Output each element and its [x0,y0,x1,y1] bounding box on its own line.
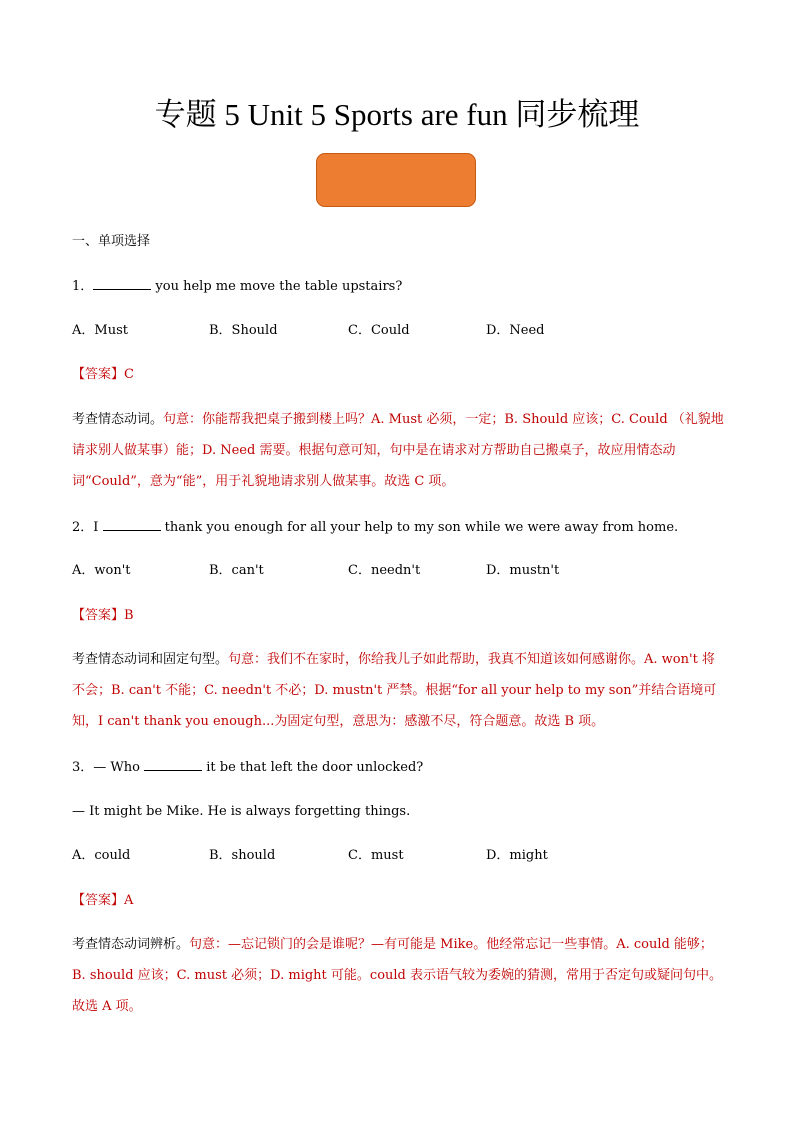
answer-blank [144,757,202,771]
question-2-text: thank you enough for all your help to my son while we were away from home. [160,520,679,535]
section-heading: 一、单项选择 [72,234,151,249]
question-2-option-a: A．won't [72,563,131,578]
question-1-answer [72,365,134,385]
explanation-lead: 考查情态动词辨析。 [72,937,190,952]
question-3-stem [72,757,423,778]
explanation-lead: 考查情态动词。 [72,412,164,427]
page-title: 专题 5 Unit 5 Sports are fun 同步梳理 [154,97,640,132]
explanation-lead: 考查情态动词和固定句型。 [72,652,229,667]
explanation-body: 句意：—忘记锁门的会是谁呢？—有可能是 Mike。他经常忘记一些事情。A. could 能够；B. should 应该；C. must 必须；D. might 可能。could 表示语气较为委婉的猜测，常用于否定句或疑问句中。故选 A 项。 [72,937,723,1014]
answer-value: A [124,893,134,908]
answer-value: B [124,608,134,623]
question-3-answer [72,891,133,911]
answer-value: C [124,367,134,382]
answer-label: 【答案】 [72,608,125,623]
question-1-option-b: B．Should [209,323,278,338]
question-2-option-b: B．can't [209,563,264,578]
answer-label: 【答案】 [72,367,125,382]
answer-blank [93,276,151,290]
question-3-reply: — It might be Mike. He is always forgetting things. [72,804,411,819]
orange-banner [316,153,476,207]
question-2-answer [72,606,134,626]
question-1-option-c: C．Could [348,323,410,338]
explanation-body: 句意：你能帮我把桌子搬到楼上吗？A. Must 必须，一定；B. Should 应该；C. Could （礼貌地请求别人做某事）能；D. Need 需要。根据句意可知，句中是在请求对方帮助自己搬桌子，故应用情态动词“Could”，意为“能”，用于礼貌地请求别人做某事。故选 C 项。 [72,412,724,489]
question-1-option-d: D．Need [486,323,545,338]
question-1-stem [72,276,402,297]
explanation-body: 句意：我们不在家时，你给我儿子如此帮助，我真不知道该如何感谢你。A. won't 将不会；B. can't 不能；C. needn't 不必；D. mustn't 严禁。根据“for all your help to my son”并结合语境可知，I can't thank you enough...为固定句型，意思为：感激不尽，符合题意。故选 B 项。 [72,652,717,729]
answer-label: 【答案】 [72,893,125,908]
question-2-number: 2．I [72,520,103,535]
question-1-option-a: A．Must [72,323,128,338]
question-1-explanation [72,404,724,497]
question-1-number: 1． [72,279,94,294]
question-2-stem [72,517,678,538]
question-3-option-d: D．might [486,848,548,863]
question-3-option-c: C．must [348,848,404,863]
question-2-option-c: C．needn't [348,563,421,578]
question-3-option-b: B．should [209,848,276,863]
question-2-option-d: D．mustn't [486,563,560,578]
question-1-text: you help me move the table upstairs? [151,279,403,294]
answer-blank [103,517,161,531]
question-3-text: it be that left the door unlocked? [202,760,424,775]
question-3-explanation [72,929,724,1022]
question-3-option-a: A．could [72,848,131,863]
question-2-explanation [72,644,724,737]
question-3-number: 3．— Who [72,760,145,775]
